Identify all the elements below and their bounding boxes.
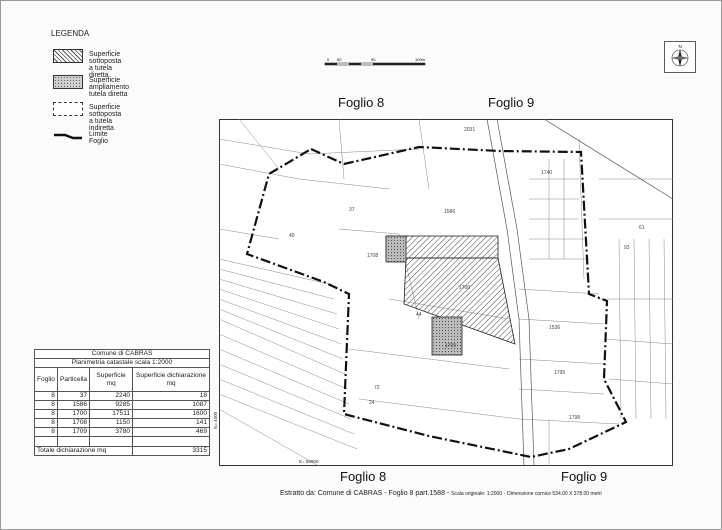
scale-tick-label: 50 — [337, 57, 342, 62]
thick-line-swatch — [53, 129, 83, 143]
table-title: Comune di CABRAS — [35, 350, 210, 359]
parcel-number: 44 — [416, 312, 422, 318]
caption-dimensions: Dimensione cornice 534.00 X 378.00 metri — [507, 491, 602, 497]
parcel-number: 49 — [289, 233, 295, 239]
table-cell: 8 — [35, 428, 58, 437]
table-cell: 37 — [57, 392, 89, 401]
table-cell: 1600 — [133, 410, 210, 419]
parcel-number: 1795 — [554, 370, 566, 376]
dotted-area — [386, 236, 406, 262]
table-row — [35, 401, 210, 410]
table-row — [35, 410, 210, 419]
parcel-number: 1700 — [459, 285, 471, 291]
table-cell: 1708 — [57, 419, 89, 428]
parcel-number: 1798 — [569, 415, 581, 421]
column-header: Foglio — [35, 368, 58, 392]
table-cell: 469 — [133, 428, 210, 437]
table-cell: 8 — [35, 419, 58, 428]
table-cell: 1700 — [57, 410, 89, 419]
coordinate-north-label: N= 4000 — [213, 411, 218, 429]
map-caption: Estratto da: Comune di CABRAS - Foglio 8 part.1588 - Scala originale: 1:2000 - Dimensione cornice 534.00 X 378.00 metri — [280, 490, 602, 497]
dotted-area — [432, 317, 462, 355]
parcel-number: 1708 — [367, 253, 379, 259]
parcel-number: 2031 — [464, 127, 476, 133]
table-subtitle: Planimetria catastale scala 1:2000 — [35, 359, 210, 368]
sheet-label-bottom-right: Foglio 9 — [561, 469, 608, 484]
table-row — [35, 428, 210, 437]
scale-tick-label: 90 — [371, 57, 376, 62]
table-cell: 1586 — [57, 401, 89, 410]
coordinate-east-label: E= 58900 — [299, 459, 319, 464]
table-cell: 1150 — [90, 419, 133, 428]
legend-title: LEGENDA — [51, 29, 90, 38]
parcel-number: 1740 — [541, 170, 553, 176]
parcel-number: 24 — [369, 400, 375, 406]
caption-scale: Scala originale: 1:2000 — [451, 491, 503, 497]
parcel-number: 72 — [374, 385, 380, 391]
diagonal-hatch-swatch — [53, 49, 83, 63]
column-header: Particella — [57, 368, 89, 392]
table-cell: 1709 — [57, 428, 89, 437]
table-cell: 8 — [35, 392, 58, 401]
table-cell: 18 — [133, 392, 210, 401]
table-spacer-row — [35, 437, 210, 447]
parcel-table — [34, 349, 210, 456]
column-header: Superficie mq — [90, 368, 133, 392]
table-row — [35, 419, 210, 428]
parcel-number: 1709 — [445, 343, 457, 349]
caption-main: Estratto da: Comune di CABRAS - Foglio 8 part.1588 - — [280, 490, 450, 497]
table-total-label: Totale dichiarazione mq — [35, 447, 133, 456]
table-cell: 141 — [133, 419, 210, 428]
scale-bar — [319, 55, 429, 71]
table-cell: 1087 — [133, 401, 210, 410]
dashed-outline-swatch — [53, 102, 83, 116]
parcel-number: 93 — [624, 245, 630, 251]
compass-north-letter: N — [678, 44, 682, 49]
table-cell: 8 — [35, 401, 58, 410]
table-cell: 3780 — [90, 428, 133, 437]
table-total-value: 3315 — [133, 447, 210, 456]
table-cell: 8 — [35, 410, 58, 419]
sheet-label-top-left: Foglio 8 — [338, 95, 385, 110]
scale-tick-label: 0 — [327, 57, 330, 62]
parcel-number: 1536 — [549, 325, 561, 331]
scale-tick-label: 100m — [415, 57, 426, 62]
table-cell: 17511 — [90, 410, 133, 419]
legend-label: Superficie sottoposta a tutela diretta — [89, 51, 122, 79]
legend-label: Limite Foglio — [89, 131, 109, 145]
north-arrow-icon — [664, 41, 696, 73]
parcel-number: 61 — [639, 225, 645, 231]
parcel-number: 37 — [349, 207, 355, 213]
cadastral-map — [213, 119, 673, 466]
table-row — [35, 392, 210, 401]
sheet-label-bottom-left: Foglio 8 — [340, 469, 387, 484]
legend-label: Superficie ampliamento tutela diretta — [89, 77, 130, 98]
column-header: Superficie dichiarazione mq — [133, 368, 210, 392]
parcel-number: 1586 — [444, 209, 456, 215]
sheet-label-top-right: Foglio 9 — [488, 95, 535, 110]
table-total-row — [35, 447, 210, 456]
table-cell: 9285 — [90, 401, 133, 410]
dotted-fill-swatch — [53, 75, 83, 89]
legend-label: Superficie sottoposta a tutela indiretta — [89, 104, 122, 132]
table-cell: 2240 — [90, 392, 133, 401]
